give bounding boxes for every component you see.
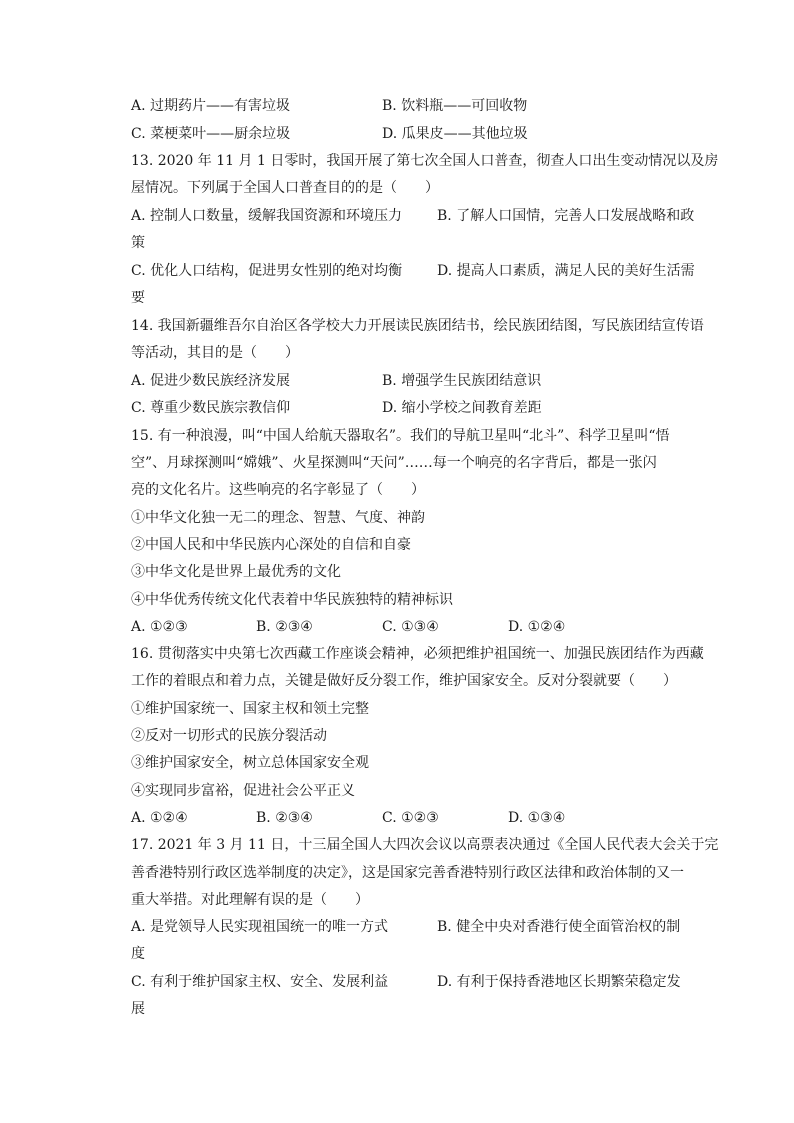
q16-statement-4: ④实现同步富裕，促进社会公平正义	[131, 783, 355, 799]
q14-stem-line1: 14. 我国新疆维吾尔自治区各学校大力开展读民族团结书，绘民族团结图，写民族团结宣传语	[131, 318, 704, 334]
q15-option-a: A. ①②③	[131, 619, 188, 635]
q13-option-a: A. 控制人口数量，缓解我国资源和环境压力	[131, 208, 403, 224]
q17-option-b-cont: 度	[131, 946, 145, 962]
q16-option-a: A. ①②④	[131, 810, 188, 826]
q14-option-c: C. 尊重少数民族宗教信仰	[131, 400, 291, 416]
q13-option-b-cont: 策	[131, 235, 145, 251]
q16-statement-1: ①维护国家统一、国家主权和领土完整	[131, 701, 369, 717]
q12-option-a: A. 过期药片——有害垃圾	[131, 98, 291, 114]
q15-option-c: C. ①③④	[382, 619, 439, 635]
q17-stem-line2: 善香港特别行政区选举制度的决定》，这是国家完善香港特别行政区法律和政治体制的又一	[131, 865, 684, 881]
q15-option-b: B. ②③④	[256, 619, 313, 635]
q16-option-d: D. ①③④	[508, 810, 566, 826]
q14-option-d: D. 缩小学校之间教育差距	[382, 400, 542, 416]
q12-option-c: C. 菜梗菜叶——厨余垃圾	[131, 126, 291, 142]
q14-option-b: B. 增强学生民族团结意识	[382, 373, 542, 389]
q14-option-a: A. 促进少数民族经济发展	[131, 373, 291, 389]
q12-option-b: B. 饮料瓶——可回收物	[382, 98, 528, 114]
q15-statement-1: ①中华文化独一无二的理念、智慧、气度、神韵	[131, 510, 425, 526]
q16-statement-3: ③维护国家安全，树立总体国家安全观	[131, 755, 369, 771]
q16-option-b: B. ②③④	[256, 810, 313, 826]
q13-option-b: B. 了解人口国情，完善人口发展战略和政	[437, 208, 695, 224]
q15-statement-4: ④中华优秀传统文化代表着中华民族独特的精神标识	[131, 592, 453, 608]
q17-option-d-cont: 展	[131, 1001, 145, 1017]
q15-option-d: D. ①②④	[508, 619, 566, 635]
q16-stem-line2: 工作的着眼点和着力点，关键是做好反分裂工作，维护国家安全。反对分裂就要（ ）	[131, 673, 677, 689]
q15-statement-2: ②中国人民和中华民族内心深处的自信和自豪	[131, 537, 411, 553]
q12-option-d: D. 瓜果皮——其他垃圾	[382, 126, 528, 142]
q13-stem-line1: 13. 2020 年 11 月 1 日零时，我国开展了第七次全国人口普查，彻查人口出生变动情况以及房	[131, 153, 719, 169]
q15-stem-line1: 15. 有一种浪漫，叫“中国人给航天器取名”。我们的导航卫星叫“北斗”、科学卫星叫“悟	[131, 428, 670, 444]
q15-stem-line2: 空”、月球探测叫“嫦娥”、火星探测叫“天问”……每一个响亮的名字背后，都是一张闪	[131, 455, 657, 471]
q16-option-c: C. ①②③	[382, 810, 439, 826]
q13-option-d-cont: 要	[131, 290, 145, 306]
q15-stem-line3: 亮的文化名片。这些响亮的名字彰显了（ ）	[131, 482, 425, 498]
q14-stem-line2: 等活动，其目的是（ ）	[131, 345, 299, 361]
q17-stem-line1: 17. 2021 年 3 月 11 日，十三届全国人大四次会议以高票表决通过《全国人民代表大会关于完	[131, 837, 719, 853]
q17-stem-line3: 重大举措。对此理解有误的是（ ）	[131, 892, 369, 908]
q17-option-b: B. 健全中央对香港行使全面管治权的制	[437, 919, 681, 935]
q17-option-d: D. 有利于保持香港地区长期繁荣稳定发	[437, 974, 681, 990]
q13-option-d: D. 提高人口素质，满足人民的美好生活需	[437, 263, 695, 279]
q17-option-c: C. 有利于维护国家主权、安全、发展利益	[131, 974, 389, 990]
q13-stem-line2: 屋情况。下列属于全国人口普查目的的是（ ）	[131, 180, 439, 196]
q16-stem-line1: 16. 贯彻落实中央第七次西藏工作座谈会精神，必须把维护祖国统一、加强民族团结作为西藏	[131, 646, 704, 662]
q16-statement-2: ②反对一切形式的民族分裂活动	[131, 728, 327, 744]
q15-statement-3: ③中华文化是世界上最优秀的文化	[131, 564, 341, 580]
q17-option-a: A. 是党领导人民实现祖国统一的唯一方式	[131, 919, 389, 935]
q13-option-c: C. 优化人口结构，促进男女性别的绝对均衡	[131, 263, 403, 279]
